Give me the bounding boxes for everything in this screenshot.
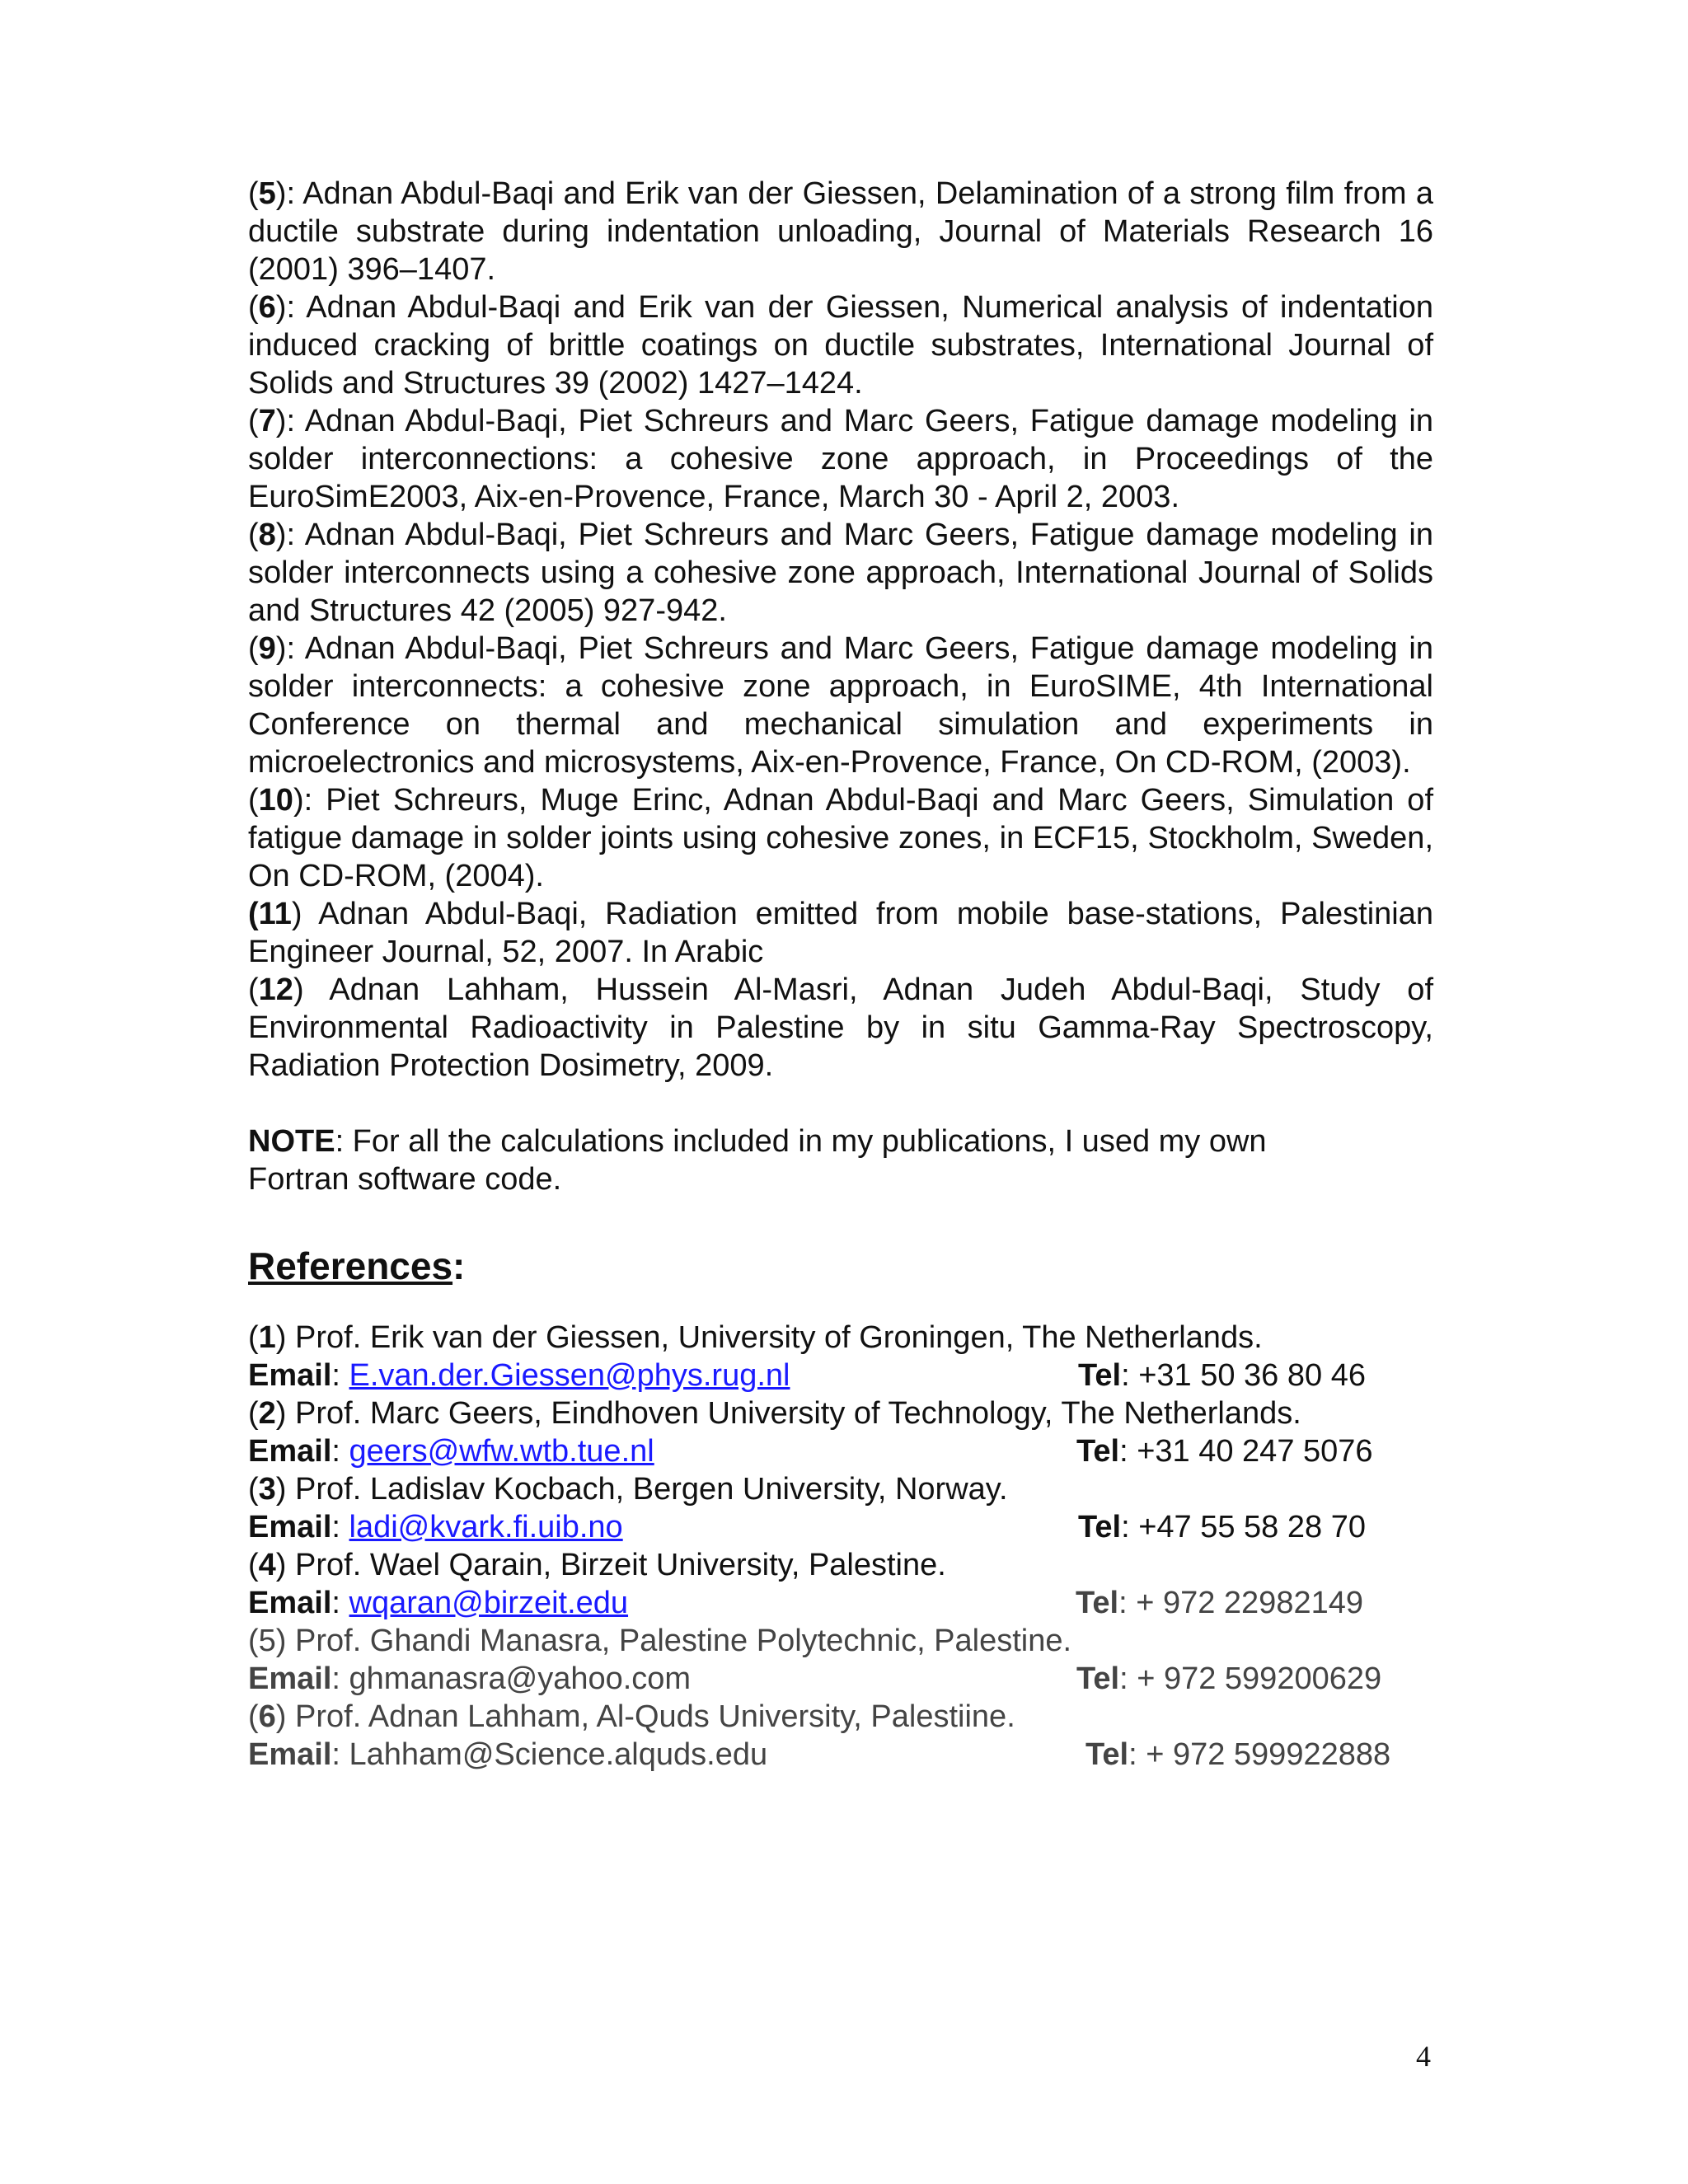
reference-contact: Email: Lahham@Science.alquds.edu Tel: + 972 599922888 xyxy=(248,1737,1391,1772)
publication-item: (9): Adnan Abdul-Baqi, Piet Schreurs and Marc Geers, Fatigue damage modeling in solder interconnects: a cohesive zone approach, in EuroSIME, 4th International Conference on thermal and mechanical simulation and experiments in microelectronics and microsystems, Aix-en-Provence, France, On CD-ROM, (2003). xyxy=(248,631,1433,780)
publication-item: (10): Piet Schreurs, Muge Erinc, Adnan Abdul-Baqi and Marc Geers, Simulation of fatigue damage in solder joints using cohesive zones, in ECF15, Stockholm, Sweden, On CD-ROM, (2004). xyxy=(248,783,1433,893)
email-text: Lahham@Science.alquds.edu xyxy=(349,1737,768,1772)
reference-item xyxy=(248,1470,1433,1546)
email-label: Email xyxy=(248,1661,332,1696)
publication-text: Adnan Lahham, Hussein Al-Masri, Adnan Judeh Abdul-Baqi, Study of Environmental Radioactivity in Palestine by in situ Gamma-Ray Spectroscopy, Radiation Protection Dosimetry, 2009. xyxy=(248,972,1433,1083)
tel-number: : +31 40 247 5076 xyxy=(1119,1434,1373,1469)
publication-text: Adnan Abdul-Baqi and Erik van der Giessen, Numerical analysis of indentation induced cracking of brittle coatings on ductile substrates, International Journal of Solids and Structures 39 (2002) 1427–1424. xyxy=(248,290,1433,401)
email-text: ghmanasra@yahoo.com xyxy=(349,1661,692,1696)
reference-name: (1) Prof. Erik van der Giessen, University of Groningen, The Netherlands. xyxy=(248,1320,1263,1355)
publication-item: (6): Adnan Abdul-Baqi and Erik van der Giessen, Numerical analysis of indentation induced cracking of brittle coatings on ductile substrates, International Journal of Solids and Structures 39 (2002) 1427–1424. xyxy=(248,290,1433,401)
email-link[interactable]: geers@wfw.wtb.tue.nl xyxy=(349,1434,654,1469)
tel-label: Tel xyxy=(1078,1358,1122,1393)
reference-number: 3 xyxy=(258,1472,276,1507)
note-text-line-2: Fortran software code. xyxy=(248,1162,562,1197)
publication-item: (7): Adnan Abdul-Baqi, Piet Schreurs and Marc Geers, Fatigue damage modeling in solder interconnections: a cohesive zone approach, in Proceedings of the EuroSimE2003, Aix-en-Provence, France, March 30 - April 2, 2003. xyxy=(248,404,1433,514)
reference-name: (2) Prof. Marc Geers, Eindhoven University of Technology, The Netherlands. xyxy=(248,1396,1301,1431)
publication-text: Piet Schreurs, Muge Erinc, Adnan Abdul-Baqi and Marc Geers, Simulation of fatigue damage in solder joints using cohesive zones, in ECF15, Stockholm, Sweden, On CD-ROM, (2004). xyxy=(248,783,1433,893)
publication-item: (12) Adnan Lahham, Hussein Al-Masri, Adnan Judeh Abdul-Baqi, Study of Environmental Radioactivity in Palestine by in situ Gamma-Ray Spectroscopy, Radiation Protection Dosimetry, 2009. xyxy=(248,972,1433,1083)
page-number: 4 xyxy=(1416,2040,1431,2073)
tel-number: : + 972 599200629 xyxy=(1119,1661,1382,1696)
email-link[interactable]: wqaran@birzeit.edu xyxy=(349,1586,629,1620)
reference-contact: Email: E.van.der.Giessen@phys.rug.nl Tel: +31 50 36 80 46 xyxy=(248,1358,1366,1393)
reference-contact: Email: geers@wfw.wtb.tue.nl Tel: +31 40 247 5076 xyxy=(248,1434,1373,1469)
publication-text: Adnan Abdul-Baqi, Piet Schreurs and Marc Geers, Fatigue damage modeling in solder interconnections: a cohesive zone approach, in Proceedings of the EuroSimE2003, Aix-en-Provence, France, March 30 - April 2, 2003. xyxy=(248,404,1433,514)
note-text-line-1: : For all the calculations included in my publications, I used my own xyxy=(335,1124,1267,1159)
publication-text: Adnan Abdul-Baqi, Radiation emitted from mobile base-stations, Palestinian Engineer Journal, 52, 2007. In Arabic xyxy=(248,897,1433,969)
email-label: Email xyxy=(248,1434,332,1469)
reference-contact: Email: ghmanasra@yahoo.com Tel: + 972 599200629 xyxy=(248,1661,1382,1696)
reference-name: (4) Prof. Wael Qarain, Birzeit University, Palestine. xyxy=(248,1548,946,1582)
reference-name: (3) Prof. Ladislav Kocbach, Bergen University, Norway. xyxy=(248,1472,1008,1507)
reference-item xyxy=(248,1319,1433,1394)
publication-number: 6 xyxy=(258,290,276,325)
tel-label: Tel xyxy=(1076,1434,1120,1469)
tel-number: : + 972 22982149 xyxy=(1118,1586,1363,1620)
note-label: NOTE xyxy=(248,1124,335,1159)
reference-item xyxy=(248,1622,1433,1698)
reference-item xyxy=(248,1698,1433,1774)
note-paragraph xyxy=(248,1122,1402,1198)
publication-item: (8): Adnan Abdul-Baqi, Piet Schreurs and Marc Geers, Fatigue damage modeling in solder interconnects using a cohesive zone approach, International Journal of Solids and Structures 42 (2005) 927-942. xyxy=(248,518,1433,628)
email-link[interactable]: E.van.der.Giessen@phys.rug.nl xyxy=(349,1358,790,1393)
publication-text: Adnan Abdul-Baqi, Piet Schreurs and Marc Geers, Fatigue damage modeling in solder interconnects using a cohesive zone approach, International Journal of Solids and Structures 42 (2005) 927-942. xyxy=(248,518,1433,628)
publication-text: Adnan Abdul-Baqi and Erik van der Giessen, Delamination of a strong film from a ductile substrate during indentation unloading, Journal of Materials Research 16 (2001) 396–1407. xyxy=(248,176,1433,287)
tel-label: Tel xyxy=(1078,1510,1122,1544)
reference-number: 4 xyxy=(258,1548,276,1582)
publication-number: 7 xyxy=(258,404,276,438)
reference-contact: Email: wqaran@birzeit.edu Tel: + 972 22982149 xyxy=(248,1586,1363,1620)
email-label: Email xyxy=(248,1510,332,1544)
publication-number: (11 xyxy=(248,897,292,931)
reference-item xyxy=(248,1394,1433,1470)
email-label: Email xyxy=(248,1358,332,1393)
reference-number: 1 xyxy=(258,1320,276,1355)
email-label: Email xyxy=(248,1586,332,1620)
page-content xyxy=(248,175,1433,1774)
tel-number: : +47 55 58 28 70 xyxy=(1121,1510,1366,1544)
publication-number: 12 xyxy=(258,972,293,1007)
publication-item: (5): Adnan Abdul-Baqi and Erik van der Giessen, Delamination of a strong film from a ductile substrate during indentation unloading, Journal of Materials Research 16 (2001) 396–1407. xyxy=(248,176,1433,287)
reference-item xyxy=(248,1546,1433,1622)
references-list xyxy=(248,1319,1433,1774)
publication-text: Adnan Abdul-Baqi, Piet Schreurs and Marc Geers, Fatigue damage modeling in solder interconnects: a cohesive zone approach, in EuroSIME, 4th International Conference on thermal and mechanical simulation and experiments in microelectronics and microsystems, Aix-en-Provence, France, On CD-ROM, (2003). xyxy=(248,631,1433,780)
email-label: Email xyxy=(248,1737,332,1772)
reference-number: 6 xyxy=(258,1699,276,1734)
reference-name: (6) Prof. Adnan Lahham, Al-Quds University, Palestiine. xyxy=(248,1699,1015,1734)
tel-number: : +31 50 36 80 46 xyxy=(1121,1358,1366,1393)
references-heading: References: xyxy=(248,1244,466,1287)
tel-label: Tel xyxy=(1076,1586,1119,1620)
reference-name: (5) Prof. Ghandi Manasra, Palestine Polytechnic, Palestine. xyxy=(248,1624,1072,1658)
tel-label: Tel xyxy=(1085,1737,1129,1772)
publication-number: 8 xyxy=(258,518,276,552)
reference-contact: Email: ladi@kvark.fi.uib.no Tel: +47 55 58 28 70 xyxy=(248,1510,1366,1544)
reference-number: 2 xyxy=(258,1396,276,1431)
tel-number: : + 972 599922888 xyxy=(1128,1737,1391,1772)
publication-number: 10 xyxy=(258,783,293,818)
publication-list xyxy=(248,175,1433,1085)
tel-label: Tel xyxy=(1076,1661,1120,1696)
publication-number: 9 xyxy=(258,631,276,666)
publication-number: 5 xyxy=(258,176,276,211)
email-link[interactable]: ladi@kvark.fi.uib.no xyxy=(349,1510,623,1544)
publication-item: (11) Adnan Abdul-Baqi, Radiation emitted from mobile base-stations, Palestinian Engineer Journal, 52, 2007. In Arabic xyxy=(248,897,1433,969)
